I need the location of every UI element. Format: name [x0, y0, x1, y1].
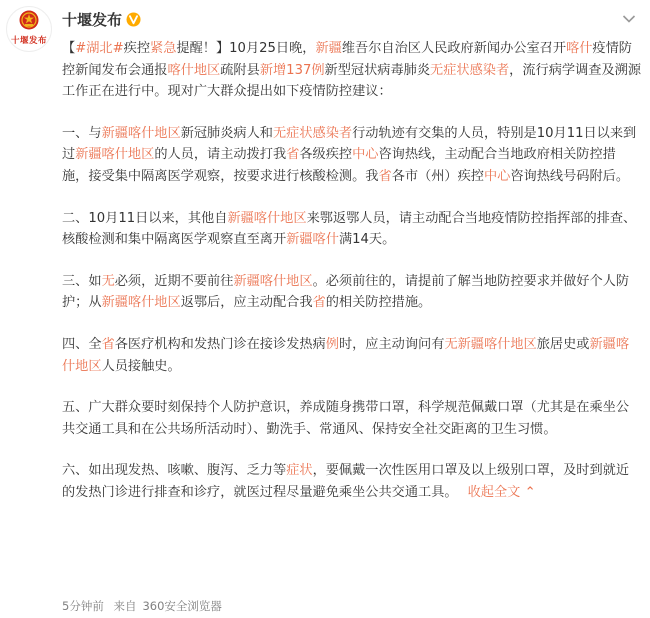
- highlight-text: 新疆喀什: [286, 232, 339, 248]
- highlight-text: 无新疆喀什地区: [444, 336, 537, 352]
- lead-text: 提醒！】10月25日晚，: [176, 41, 316, 56]
- lead-text: 疏附县: [220, 62, 260, 78]
- highlight-text: 新疆喀什地区: [227, 210, 307, 226]
- paragraph-text: 各级疾控: [299, 147, 353, 163]
- paragraph-text: 二、10月11日以来，其他自: [62, 210, 228, 226]
- advice-paragraph-1: [62, 123, 642, 188]
- highlight-text: 省: [101, 336, 115, 352]
- highlight-text: 新疆喀什地区: [62, 336, 630, 374]
- source-link[interactable]: 360安全浏览器: [142, 599, 222, 613]
- paragraph-text: 咨询热线号码附后。: [510, 168, 630, 184]
- highlight-text: 喀什地区: [167, 62, 221, 78]
- advice-paragraph-4: [62, 334, 642, 377]
- paragraph-text: 一、与: [62, 125, 102, 141]
- highlight-text: 例: [325, 336, 339, 352]
- lead-text: ，流行病学调查及溯源工作正在进行中。现对广大群众提出如下疫情防控建议：: [62, 62, 642, 100]
- highlight-text: 新疆喀什地区: [233, 273, 313, 289]
- avatar[interactable]: [6, 6, 52, 52]
- chevron-down-icon[interactable]: [622, 14, 636, 24]
- highlight-text: 省: [286, 147, 300, 163]
- paragraph-text: 。必须前往的，请提前了解当地防控要求并做好个人防护；从: [62, 273, 630, 311]
- verified-badge-icon: [126, 12, 141, 27]
- paragraph-text: 旅居史或: [536, 336, 590, 352]
- paragraph-text: 来鄂返鄂人员，请主动配合当地疫情防控指挥部的排查、核酸检测和集中隔离医学观察直至离开: [62, 210, 637, 248]
- paragraph-text: 六、如出现发热、咳嗽、腹泻、乏力等: [62, 463, 287, 479]
- highlight-text: 新疆: [315, 41, 342, 56]
- topic-hashtag-link[interactable]: #湖北#: [75, 41, 124, 56]
- source-prefix: 来自: [113, 599, 137, 613]
- collapse-full-text-link[interactable]: [468, 485, 536, 500]
- paragraph-text: 时，应主动询问有: [338, 336, 445, 352]
- highlight-text: 新疆喀什地区: [75, 147, 155, 163]
- highlight-text: 无症状感染者: [273, 125, 353, 141]
- highlight-text: 新疆喀什地区: [101, 295, 181, 311]
- highlight-text: 紧急: [150, 41, 177, 56]
- advice-paragraph-3: [62, 271, 642, 314]
- paragraph-text: 新冠肺炎病人和: [180, 125, 273, 141]
- paragraph-text: 各市（州）疾控: [391, 168, 484, 184]
- paragraph-text: 各医疗机构和发热门诊在接诊发热病: [114, 336, 326, 352]
- lead-text: 维吾尔自治区人民政府新闻办公室召开: [341, 41, 567, 56]
- paragraph-text: 四、全: [62, 336, 102, 352]
- advice-paragraph-6: [62, 460, 642, 503]
- highlight-text: 中心: [352, 147, 379, 163]
- paragraph-text: 咨询热线，主动配合当地政府相关防控措施，接受集中隔离医学观察，按要求进行核酸检测。我: [62, 147, 616, 184]
- paragraph-text: 五、广大群众要时刻保持个人防护意识，养成随身携带口罩，科学规范佩戴口罩（尤其是在乘坐公共交通工具和在公共场所活动时）、勤洗手、常通风、保持安全社交距离的卫生习惯。: [62, 400, 630, 437]
- paragraph-text: 必须，近期不要前往: [114, 273, 234, 289]
- highlight-text: 无: [101, 273, 115, 289]
- lead-text: 新型冠状病毒肺炎: [324, 62, 431, 78]
- highlight-text: 省: [378, 168, 392, 184]
- paragraph-text: ，要佩戴一次性医用口罩及以上级别口罩，及时到就近的发热门诊进行排查和诊疗，就医过程尽量避免乘坐公共交通工具。: [62, 463, 630, 500]
- highlight-text: 省: [312, 295, 326, 311]
- paragraph-text: 返鄂后，应主动配合我: [180, 295, 313, 311]
- highlight-text: 症状: [286, 463, 313, 479]
- post-meta: [62, 598, 228, 614]
- bracket-open: 【: [62, 41, 76, 56]
- highlight-text: 中心: [484, 168, 511, 184]
- chevron-up-icon: ⌃: [524, 484, 536, 500]
- post-time[interactable]: 5分钟前: [62, 599, 104, 613]
- national-emblem-icon: [19, 10, 39, 30]
- highlight-text: 无症状感染者: [430, 62, 510, 78]
- avatar-label: 十堰发布: [10, 36, 47, 46]
- paragraph-text: 满14天。: [338, 232, 396, 248]
- highlight-text: 新疆喀什地区: [101, 125, 181, 141]
- highlight-text: 喀什: [566, 41, 593, 56]
- advice-paragraph-5: [62, 397, 642, 440]
- paragraph-text: 人员接触史。: [101, 358, 181, 374]
- user-name[interactable]: 十堰发布: [62, 10, 123, 29]
- highlight-text: 新增137例: [259, 62, 325, 78]
- paragraph-text: 三、如: [62, 273, 102, 289]
- advice-paragraph-2: [62, 208, 642, 251]
- post-header: [62, 8, 141, 30]
- lead-paragraph: [62, 38, 642, 103]
- lead-text: 疾控: [123, 41, 151, 56]
- paragraph-text: 行动轨迹有交集的人员，特别是10月11日以来到过: [62, 125, 637, 163]
- lead-text: 疫情防控新闻发布会通报: [62, 41, 632, 78]
- collapse-label: 收起全文: [467, 484, 521, 500]
- paragraph-text: 的人员，请主动拨打我: [154, 147, 287, 163]
- paragraph-text: 的相关防控措施。: [325, 295, 432, 311]
- post-content: [62, 38, 642, 504]
